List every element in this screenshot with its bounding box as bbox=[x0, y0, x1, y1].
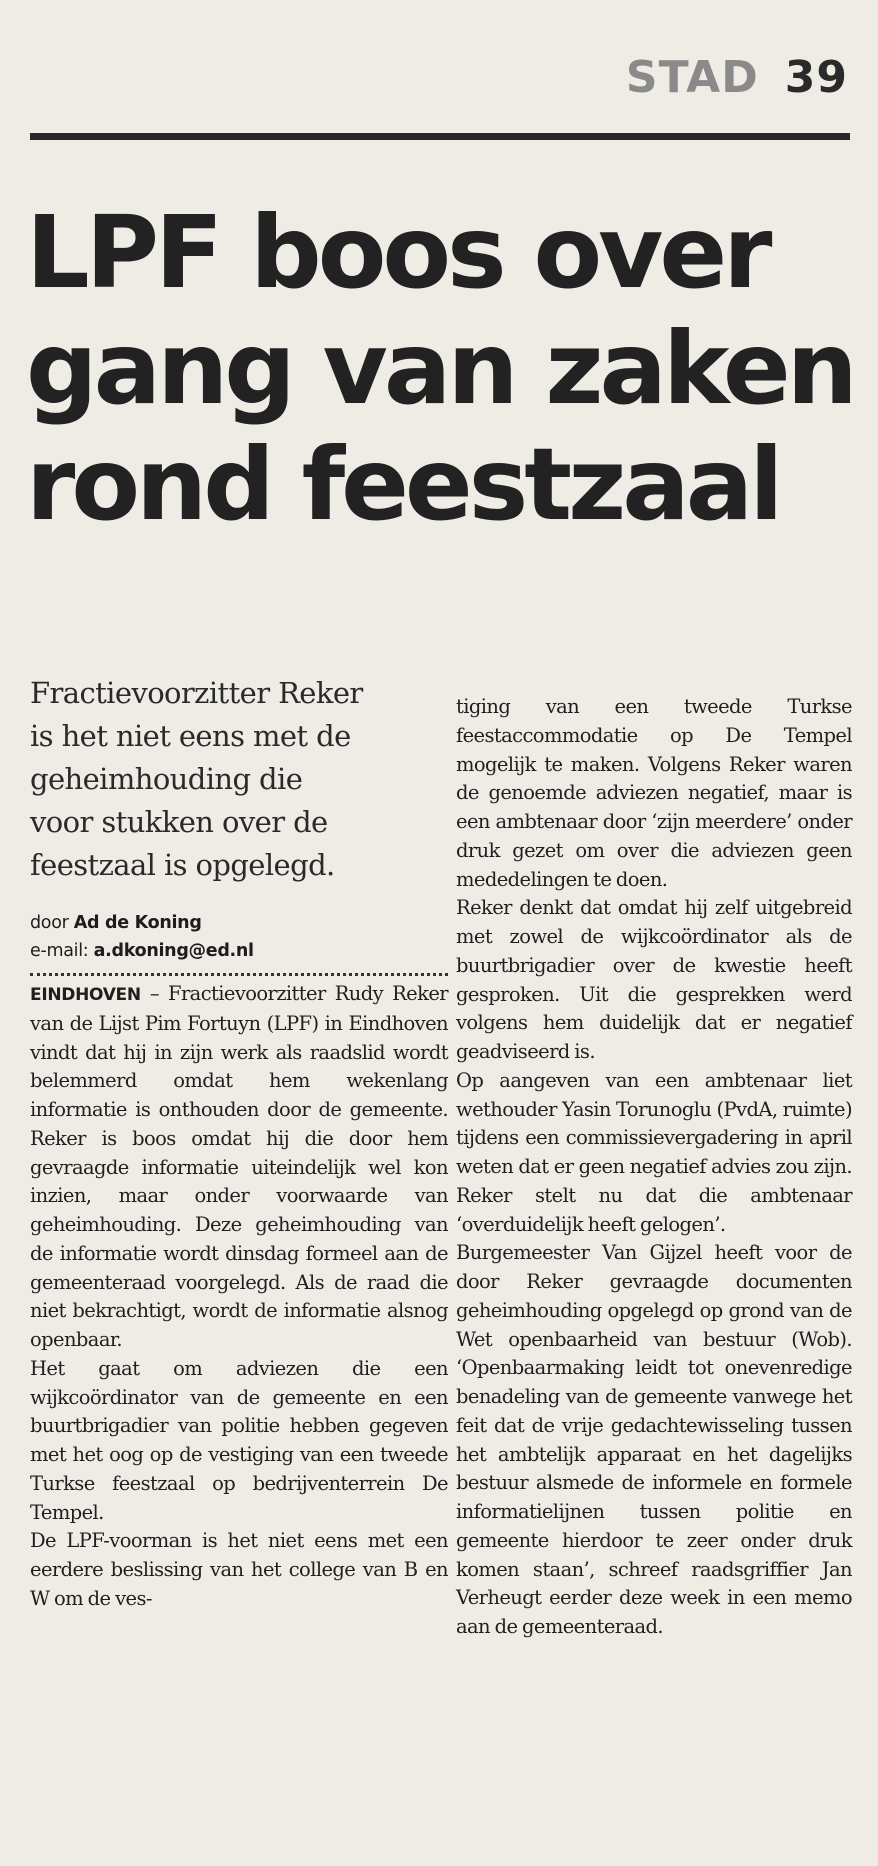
article-paragraph: Reker denkt dat omdat hij zelf uitgebreid met zowel de wijkcoördinator als de buurtbrigadier over de kwestie heeft gesproken. Uit die gesprekken werd volgens hem duidelijk dat er negatief geadviseerd is. bbox=[456, 896, 852, 1063]
section-name: STAD bbox=[625, 52, 759, 103]
dotted-divider bbox=[30, 973, 448, 976]
article-column-right bbox=[456, 693, 852, 1642]
headline-line: rond feestzaal bbox=[26, 426, 780, 543]
intro-line: geheimhouding die bbox=[30, 762, 303, 796]
intro-text bbox=[30, 672, 448, 887]
dateline: EINDHOVEN bbox=[30, 985, 141, 1005]
byline-email[interactable]: a.dkoning@ed.nl bbox=[93, 941, 254, 961]
byline-author: Ad de Koning bbox=[73, 913, 202, 933]
article-paragraph: Het gaat om adviezen die een wijkcoördinator van de gemeente en een buurtbrigadier van politie hebben gegeven met het oog op de vestiging van een tweede Turkse feestzaal op bedrijventerrein De Tempel. bbox=[30, 1356, 448, 1524]
headline-line: gang van zaken bbox=[26, 310, 854, 427]
section-header bbox=[626, 52, 848, 103]
article-body-right bbox=[456, 693, 852, 1642]
intro-line: Fractievoorzitter Reker bbox=[30, 676, 363, 710]
article-paragraph: tiging van een tweede Turkse feestaccommodatie op De Tempel mogelijk te maken. Volgens Reker waren de genoemde adviezen negatief, maar is een ambtenaar door ‘zijn meerdere’ onder druk gezet om over die adviezen geen mededelingen te doen. bbox=[456, 695, 852, 891]
headline-line: LPF boos over bbox=[26, 194, 769, 311]
article-column-left bbox=[30, 672, 448, 1614]
byline bbox=[30, 909, 448, 965]
dateline-dash: – bbox=[140, 982, 169, 1005]
article-paragraph: EINDHOVEN – Fractievoorzitter Rudy Reker van de Lijst Pim Fortuyn (LPF) in Eindhoven vindt dat hij in zijn werk als raadslid wordt belemmerd omdat hem wekenlang informatie is onthouden door de gemeente. Reker is boos omdat hij die door hem gevraagde informatie uiteindelijk wel kon inzien, maar onder voorwaarde van geheimhouding. Deze geheimhouding van de informatie wordt dinsdag formeel aan de gemeenteraad voorgelegd. Als de raad die niet bekrachtigt, wordt de informatie alsnog openbaar. bbox=[30, 982, 448, 1351]
article-paragraph: De LPF-voorman is het niet eens met een eerdere beslissing van het college van B en W om de ves- bbox=[30, 1529, 448, 1610]
headline bbox=[26, 195, 856, 543]
page-number: 39 bbox=[784, 52, 848, 103]
byline-email-prefix: e-mail: bbox=[30, 941, 89, 961]
intro-line: is het niet eens met de bbox=[30, 719, 351, 753]
article-paragraph: Burgemeester Van Gijzel heeft voor de door Reker gevraagde documenten geheimhouding opgelegd op grond van de Wet openbaarheid van bestuur (Wob). ‘Openbaarmaking leidt tot onevenredige benadeling van de gemeente vanwege het feit dat de vrije gedachtewisseling tussen het ambtelijk apparaat en het dagelijks bestuur alsmede de informele en formele informatielijnen tussen politie en gemeente hierdoor te zeer onder druk komen staan’, schreef raadsgriffier Jan Verheugt eerder deze week in een memo aan de gemeenteraad. bbox=[456, 1241, 852, 1638]
intro-line: feestzaal is opgelegd. bbox=[30, 848, 335, 882]
article-paragraph: Op aangeven van een ambtenaar liet wethouder Yasin Torunoglu (PvdA, ruimte) tijdens een commissievergadering in april weten dat er geen negatief advies zou zijn. Reker stelt nu dat die ambtenaar ‘overduidelijk heeft gelogen’. bbox=[456, 1068, 852, 1236]
intro-line: voor stukken over de bbox=[30, 805, 328, 839]
byline-prefix: door bbox=[30, 913, 69, 933]
header-rule bbox=[30, 133, 850, 140]
article-body-left bbox=[30, 980, 448, 1614]
